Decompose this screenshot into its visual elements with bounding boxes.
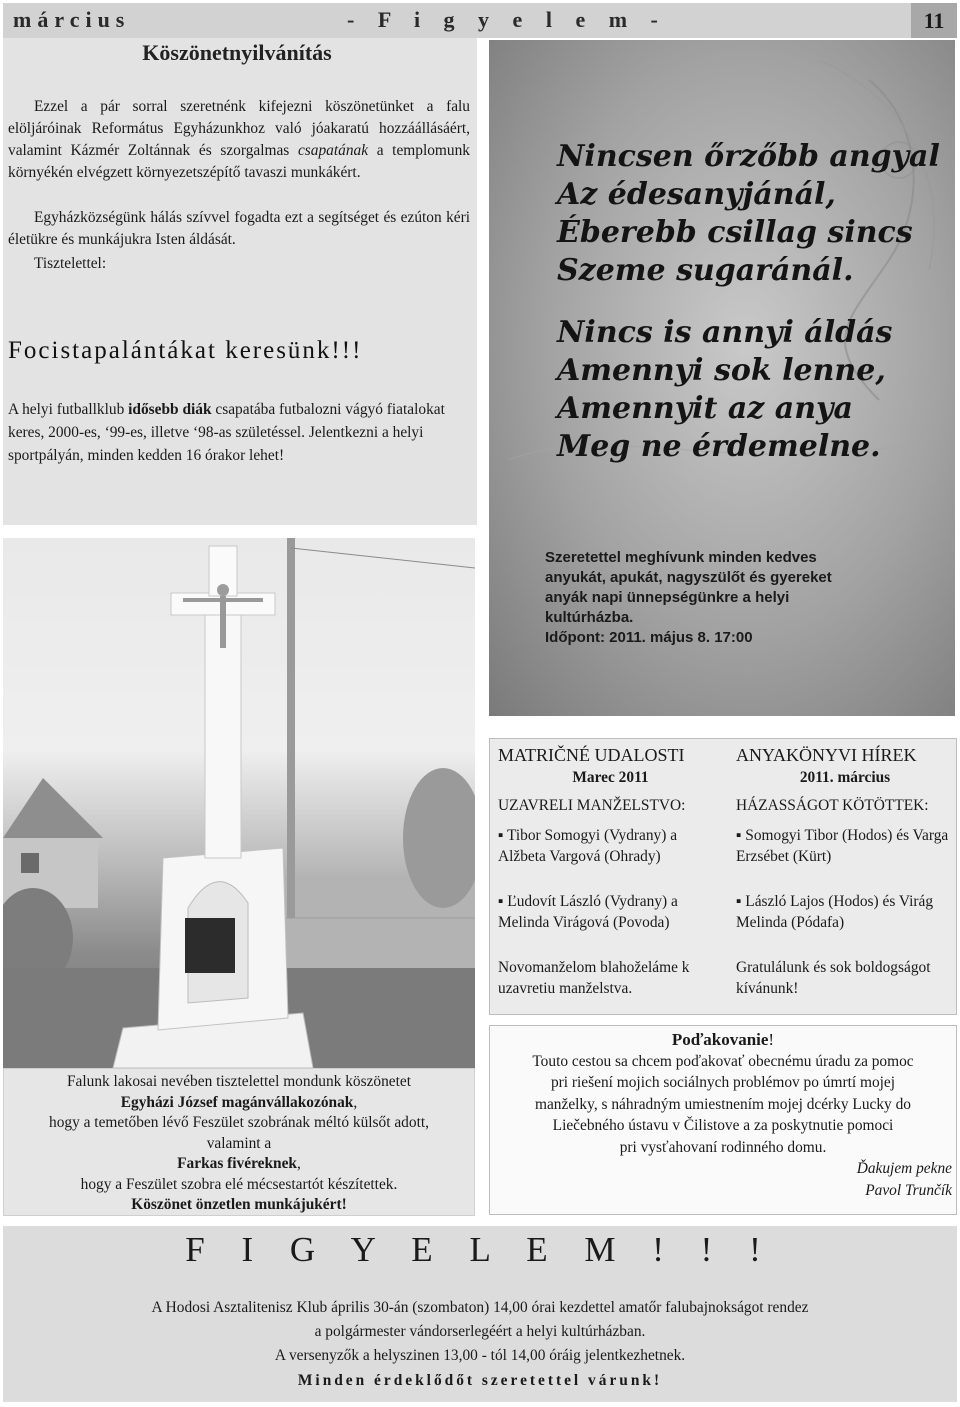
caption-line bbox=[4, 1154, 474, 1175]
caption-line: hogy a temetőben lévő Feszület szobrának méltó külsőt adott, bbox=[49, 1114, 429, 1131]
verse-line: Meg ne érdemelne. bbox=[557, 429, 881, 464]
thanks-note-exclaim: ! bbox=[768, 1030, 775, 1049]
thanks-note-line: pri riešení mojich sociálnych problémov po úmrtí mojej bbox=[550, 1074, 896, 1091]
thanks-closing: Tisztelettel: bbox=[34, 255, 107, 272]
registry-sk-subtitle: Marec 2011 bbox=[572, 768, 649, 786]
registry-sk-title: MATRIČNÉ UDALOSTI bbox=[498, 745, 685, 765]
caption-line: hogy a Feszület szobra elé mécsestartót készítettek. bbox=[80, 1175, 398, 1193]
verse-line: Nincs is annyi áldás bbox=[557, 315, 893, 350]
thanks-paragraph-2: Egyházközségünk hálás szívvel fogadta ezt a segítséget és ezúton kéri életükre és munkájukra Isten áldását. bbox=[8, 209, 470, 248]
thanks-paragraph-1 bbox=[8, 96, 470, 184]
verse-line: Amennyi sok lenne, bbox=[557, 353, 886, 388]
thanks-note-closing: Ďakujem pekne bbox=[856, 1160, 952, 1177]
thanks-note-line: pri vysťahovaní rodinného domu. bbox=[619, 1138, 827, 1156]
notice-line: A versenyzők a helyszinen 13,00 - tól 14,00 óráig jelentkezhetnek. bbox=[274, 1347, 686, 1364]
invitation-date: Időpont: 2011. május 8. 17:00 bbox=[545, 629, 753, 646]
caption-line bbox=[4, 1093, 474, 1114]
thanks-note-line: Liečebného ústavu v Čilistove a za poskytnutie pomoci bbox=[552, 1117, 894, 1134]
caption-comma: , bbox=[296, 1155, 301, 1172]
thanks-p1-italic: csapatának bbox=[297, 142, 369, 159]
registry-sk-wish: Novomanželom blahoželáme k uzavretiu manželstva. bbox=[498, 958, 690, 997]
registry-hu-subtitle: 2011. március bbox=[799, 768, 891, 786]
verse-line: Szeme sugaránál. bbox=[557, 253, 854, 288]
invitation-line: Szeretettel meghívunk minden kedves bbox=[545, 549, 817, 566]
poster-invitation bbox=[545, 548, 945, 648]
registry-hungarian bbox=[736, 739, 954, 1000]
caption-line: valamint a bbox=[206, 1134, 272, 1152]
thanks-note-line: Touto cestou sa chcem poďakovať obecnému úradu za pomoc bbox=[532, 1052, 914, 1070]
verse-line: Nincsen őrzőbb angyal bbox=[557, 139, 940, 174]
page-number: 11 bbox=[911, 3, 957, 38]
notice-line: A Hodosi Asztalitenisz Klub április 30-án (szombaton) 14,00 órai kezdettel amatőr falubajnokságot rendez bbox=[151, 1299, 809, 1316]
header-masthead: - F i g y e l e m - bbox=[347, 7, 667, 32]
invitation-line: kultúrházba. bbox=[545, 609, 634, 626]
notice-body bbox=[3, 1296, 957, 1368]
caption-line: Falunk lakosai nevében tisztelettel mondunk köszönetet bbox=[66, 1073, 412, 1090]
registry-slovak bbox=[498, 739, 723, 1000]
thanks-note-line: manželky, s náhradným umiestnením mojej dcérky Lucky do bbox=[535, 1095, 911, 1113]
football-text bbox=[8, 398, 470, 467]
verse-line: Amennyit az anya bbox=[557, 391, 853, 426]
football-text-c: csapatába futbalozni vágyó fiatalokat keres, 2000-es, ‘99-es, illetve ‘98-as születéssel. Jelentkezni a helyi sportpályán, minden kedden 16 órakor lehet! bbox=[8, 401, 445, 464]
mothers-day-poster bbox=[489, 40, 955, 716]
thanks-note-signature: Pavol Trunčík bbox=[865, 1181, 952, 1199]
invitation-line: anyukát, apukát, nagyszülőt és gyereket bbox=[545, 569, 832, 586]
thanks-p1-text-a: Ezzel a pár sorral szeretnénk kifejezni köszönetünket a falu elöljáróinak Református Egyházunkhoz való jóakaratú hozzáállásáért, valamint Kázmér Zoltánnak és szorgalmas bbox=[8, 98, 470, 159]
registry-sk-section: UZAVRELI MANŽELSTVO: bbox=[498, 797, 686, 814]
crucifix-illustration bbox=[3, 538, 475, 1068]
registry-hu-couple-1: ▪ Somogyi Tibor (Hodos) és Varga Erzsébet (Kürt) bbox=[736, 826, 949, 865]
thanks-note-slovak bbox=[489, 1025, 957, 1215]
football-title: Focistapalántákat keresünk!!! bbox=[8, 337, 363, 364]
notice-title: F I G Y E L E M ! ! ! bbox=[185, 1230, 775, 1269]
football-text-bold: idősebb diák bbox=[128, 401, 212, 418]
invitation-line: anyák napi ünnepségünkre a helyi bbox=[545, 589, 790, 606]
caption-comma: , bbox=[353, 1093, 358, 1111]
photo-caption bbox=[3, 1068, 475, 1216]
verse-line: Az édesanyjánál, bbox=[557, 177, 836, 212]
registry-sk-couple-2: ▪ Ľudovít László (Vydrany) a Melinda Virágová (Povoda) bbox=[498, 892, 678, 931]
football-text-a: A helyi futballklub bbox=[8, 401, 129, 418]
caption-closing: Köszönet önzetlen munkájukért! bbox=[131, 1196, 347, 1213]
registry-hu-title: ANYAKÖNYVI HÍREK bbox=[736, 745, 917, 765]
registry-hu-wish: Gratulálunk és sok boldogságot kívánunk! bbox=[736, 958, 931, 997]
thanks-p1-text-c: a templomunk környékén elvégzett környezetszépítő tavaszi munkákért. bbox=[8, 142, 470, 181]
poster-verse-2 bbox=[557, 314, 892, 466]
thanks-title: Köszönetnyilvánítás bbox=[142, 40, 332, 65]
thanks-note-title-word: Poďakovanie bbox=[671, 1030, 769, 1049]
header-month: március bbox=[13, 7, 131, 32]
notice-closing: Minden érdeklődőt szeretettel várunk! bbox=[297, 1372, 663, 1389]
caption-bold-name: Farkas fivéreknek bbox=[177, 1155, 297, 1172]
crucifix-photo bbox=[3, 538, 475, 1068]
notice-line: a polgármester vándorserlegéért a helyi kultúrházban. bbox=[314, 1323, 646, 1340]
registry-sk-couple-1: ▪ Tibor Somogyi (Vydrany) a Alžbeta Vargová (Ohrady) bbox=[498, 826, 678, 865]
table-tennis-notice bbox=[3, 1226, 957, 1402]
poster-verse-1 bbox=[557, 138, 940, 290]
verse-line: Éberebb csillag sincs bbox=[557, 215, 913, 250]
registry-hu-couple-2: ▪ László Lajos (Hodos) és Virág Melinda (Pódafa) bbox=[736, 892, 934, 931]
thanks-note-title bbox=[490, 1029, 956, 1051]
registry-hu-section: HÁZASSÁGOT KÖTÖTTEK: bbox=[736, 797, 929, 814]
registry-box bbox=[489, 738, 957, 1015]
caption-bold-name: Egyházi József magánvállakozónak bbox=[120, 1093, 354, 1111]
page-header bbox=[3, 3, 957, 38]
